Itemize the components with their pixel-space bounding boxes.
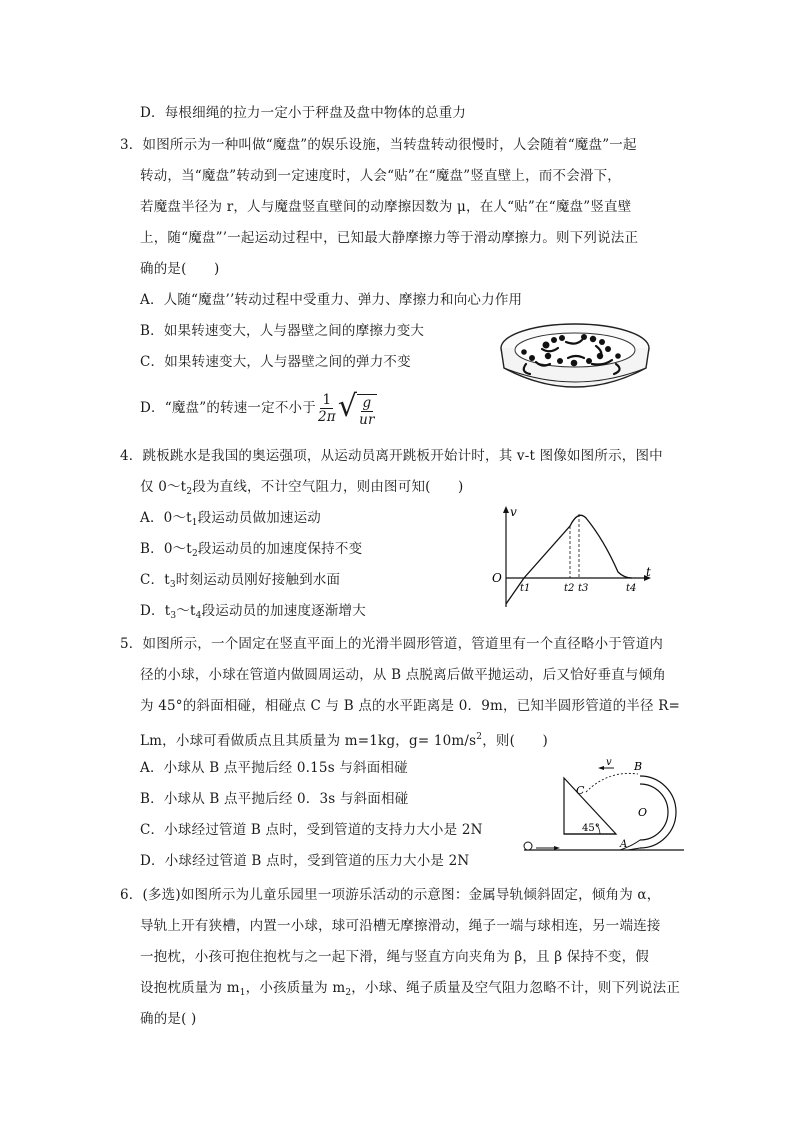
q5-stem-line-2: 径的小球，小球在管道内做圆周运动，从 B 点脱离后做平抛运动，后又恰好垂直与倾角	[140, 667, 667, 683]
sqrt-icon: √	[337, 389, 358, 424]
origin-label: O	[492, 571, 502, 585]
q4-stem-line-2	[140, 477, 463, 502]
q3-stem-line-3: 若魔盘半径为 r，人与魔盘竖直壁间的动摩擦因数为 μ，在人“贴”在“魔盘”竖直壁	[140, 199, 632, 215]
magic-disk-figure	[496, 318, 654, 396]
q3-option-b: B．如果转速变大，人与器壁之间的摩擦力变大	[140, 323, 425, 339]
q4-c-text: C．t	[140, 572, 170, 588]
q5-option-c: C．小球经过管道 B 点时，受到管道的支持力大小是 2N	[140, 822, 483, 838]
point-c-label: C	[576, 784, 585, 797]
q3-option-c: C．如果转速变大，人与器壁之间的弹力不变	[140, 354, 411, 370]
trajectory	[586, 773, 638, 792]
q6-line4-sub1: 1	[239, 988, 246, 998]
q6-stem-line-1: 6．(多选)如图所示为儿童乐园里一项游乐活动的示意图：金属导轨倾斜固定，倾角为 α，	[120, 887, 661, 903]
q3-stem-line-2: 转动，当“魔盘”转动到一定速度时，人会“贴”在“魔盘”竖直壁上，而不会滑下，	[140, 168, 622, 184]
q3-option-d-text: D．“魔盘”的转速一定不小于	[140, 400, 316, 416]
q4-b-text: B．0～t	[140, 541, 192, 557]
q5-line4-b: ，则( )	[482, 733, 548, 749]
q5-stem-line-4	[140, 727, 548, 751]
formula-denominator: 2π	[317, 408, 336, 425]
vt-graph	[486, 504, 658, 608]
q5-stem-line-1: 5．如图所示，一个固定在竖直平面上的光滑半圆形管道，管道里有一个直径略小于管道内	[120, 636, 664, 652]
q5-line4-a: Lm，小球可看做质点且其质量为 m=1kg，g= 10m/s	[140, 733, 477, 749]
point-b-label: B	[634, 760, 643, 773]
q2-option-d: D．每根细绳的拉力一定小于秤盘及盘中物体的总重力	[140, 105, 467, 121]
q4-b-text2: 段运动员的加速度保持不变	[197, 541, 363, 557]
q6-stem-line-3: 一抱枕，小孩可抱住抱枕与之一起下滑，绳与竖直方向夹角为 β，且 β 保持不变，假	[140, 949, 649, 965]
q4-stem-line-1: 4．跳板跳水是我国的奥运强项，从运动员离开跳板开始计时，其 v-t 图像如图所示，图中	[120, 448, 663, 464]
q5-line4-sup: 2	[476, 732, 483, 742]
q4-d-text2: ～t	[176, 603, 196, 619]
point-o-label: O	[638, 806, 648, 819]
q6-line4-a: 设抱枕质量为 m	[140, 980, 240, 996]
q4-d-sub: 3	[170, 611, 177, 621]
q4-line2-sub: 2	[186, 487, 193, 497]
q6-line4-c: ，小球、绳子质量及空气阻力忽略不计，则下列说法正	[351, 980, 681, 996]
tick-t3: t3	[578, 583, 589, 594]
q4-d-text: D．t	[140, 603, 171, 619]
q5-stem-line-3: 为 45°的斜面相碰，相碰点 C 与 B 点的水平距离是 0．9m，已知半圆形管道的半径 R=	[140, 698, 681, 714]
q4-line2-a: 仅 0～t	[140, 479, 187, 495]
q6-line4-b: ，小孩质量为 m	[245, 980, 346, 996]
q5-option-b: B．小球从 B 点平抛后经 0．3s 与斜面相碰	[140, 791, 409, 807]
sqrt-bottom: ur	[359, 412, 375, 428]
q4-c-sub: 3	[169, 580, 176, 590]
y-label: v	[510, 505, 517, 519]
q4-option-b	[140, 539, 362, 564]
q3-option-a: A．人随“魔盘’’转动过程中受重力、弹力、摩擦力和向心力作用	[140, 292, 523, 308]
q3-formula-fraction	[318, 392, 336, 425]
q4-option-d	[140, 601, 366, 626]
q3-stem-line-1: 3．如图所示为一种叫做“魔盘”的娱乐设施，当转盘转动很慢时，人会随着“魔盘”一起	[120, 137, 637, 153]
q4-line2-b: 段为直线，不计空气阻力，则由图可知( )	[192, 479, 464, 495]
q4-b-sub: 2	[191, 549, 198, 559]
point-a-label: A	[620, 839, 628, 850]
q6-line4-sub2: 2	[345, 988, 352, 998]
q3-stem-line-4: 上，随“魔盘”’一起运动过程中，已知最大静摩擦力等于滑动摩擦力。则下列说法正	[140, 230, 639, 246]
q4-c-text2: 时刻运动员刚好接触到水面	[175, 572, 341, 588]
q3-stem-line-5: 确的是( )	[140, 261, 220, 277]
sqrt-top: g	[362, 395, 372, 411]
q3-formula-sqrt	[338, 388, 377, 428]
formula-numerator: 1	[322, 391, 332, 408]
tick-t1: t1	[520, 583, 531, 594]
x-label: t	[646, 565, 651, 579]
q4-option-a	[140, 508, 321, 533]
q5-option-d: D．小球经过管道 B 点时，受到管道的压力大小是 2N	[140, 853, 470, 869]
q4-d-text3: 段运动员的加速度逐渐增大	[201, 603, 366, 619]
tick-t2: t2	[564, 583, 575, 594]
tick-t4: t4	[626, 583, 637, 594]
q4-a-text: A．0～t	[140, 510, 192, 526]
q6-stem-line-4	[140, 978, 680, 1003]
q6-stem-line-2: 导轨上开有狭槽，内置一小球，球可沿槽无摩擦滑动，绳子一端与球相连，另一端连接	[140, 918, 661, 934]
q4-a-sub: 1	[191, 518, 198, 528]
ball-icon	[524, 842, 532, 850]
q4-a-text2: 段运动员做加速运动	[197, 510, 322, 526]
q4-d-sub2: 4	[195, 611, 202, 621]
angle-label: 45°	[582, 823, 600, 834]
v-label: v	[606, 758, 612, 768]
q4-option-c	[140, 570, 340, 595]
q5-option-a: A．小球从 B 点平抛后经 0.15s 与斜面相碰	[140, 760, 408, 776]
pipe-figure	[516, 758, 686, 858]
q6-stem-line-5: 确的是( )	[140, 1011, 197, 1027]
q3-option-d	[140, 388, 377, 428]
